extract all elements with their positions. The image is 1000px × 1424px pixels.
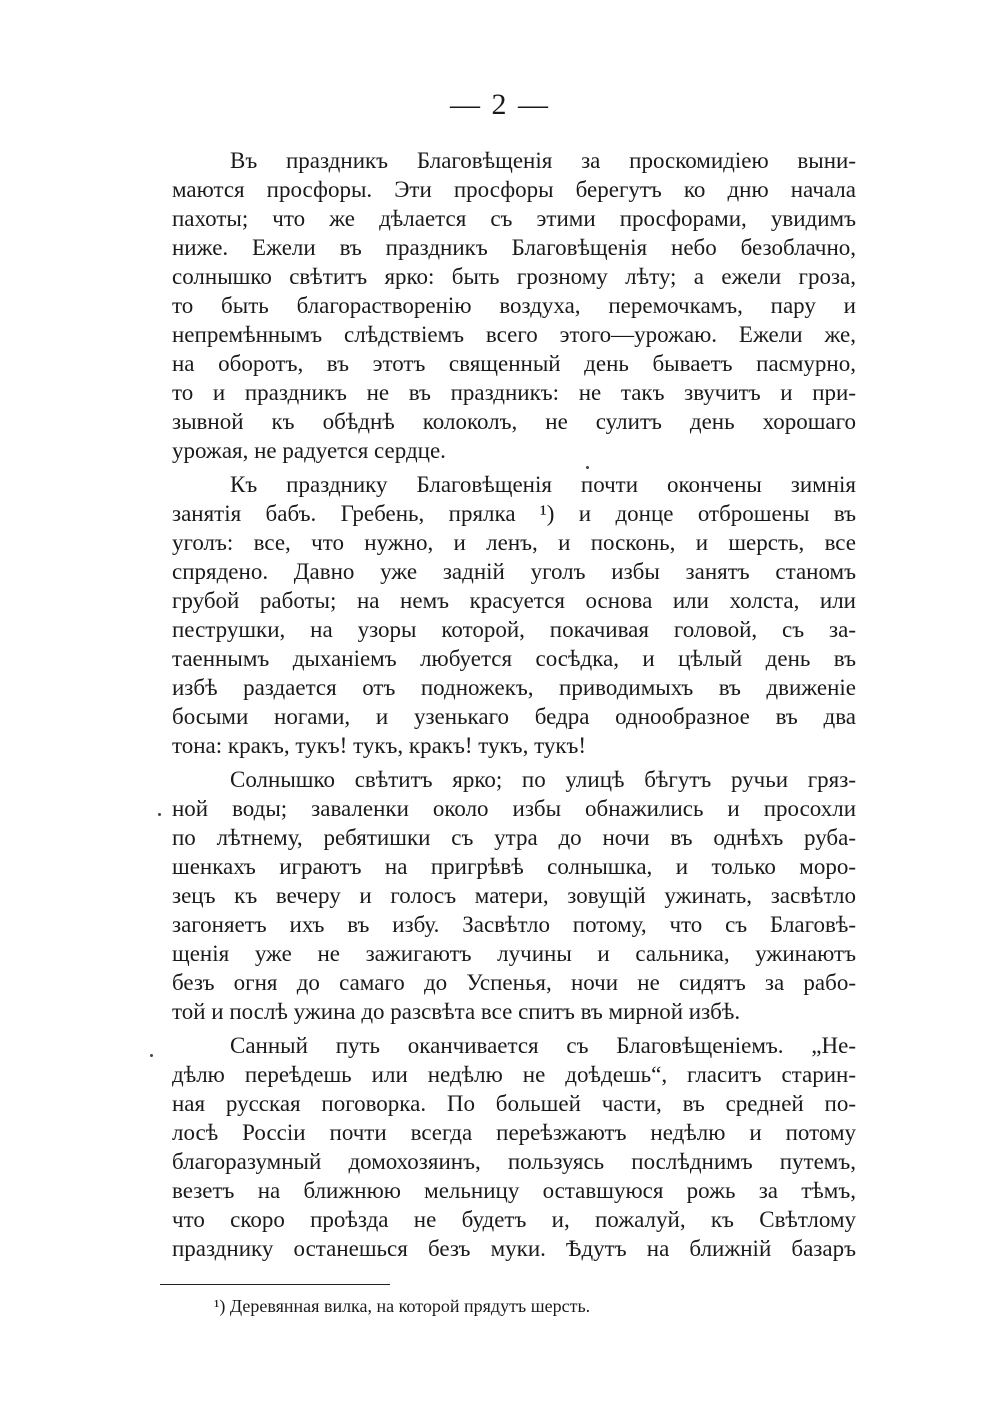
text-line: зецъ къ вечеру и голосъ матери, зовущій ужинать, засвѣтло — [172, 883, 856, 908]
text-line: Къ празднику Благовѣщенія почти окончены зимнія — [230, 472, 856, 497]
text-line: таеннымъ дыханіемъ любуется сосѣдка, и цѣлый день въ — [172, 646, 856, 671]
text-line: зывной къ обѣднѣ колоколъ, не сулитъ день хорошаго — [172, 409, 856, 434]
text-line: везетъ на ближнюю мельницу оставшуюся рожь за тѣмъ, — [172, 1178, 856, 1203]
text-line: пеструшки, на узоры которой, покачивая головой, съ за- — [172, 617, 856, 642]
text-line: пахоты; что же дѣлается съ этими просфорами, увидимъ — [172, 206, 856, 231]
body-text — [172, 146, 856, 1263]
text-line: Санный путь оканчивается съ Благовѣщеніемъ. „Не- — [230, 1033, 856, 1058]
text-line: лосѣ Россіи почти всегда переѣзжаютъ недѣлю и потому — [172, 1120, 856, 1145]
paragraph-3 — [172, 765, 856, 1026]
print-speck — [158, 813, 161, 816]
text-line: щенія уже не зажигаютъ лучины и сальника, ужинаютъ — [172, 941, 856, 966]
text-line: солнышко свѣтитъ ярко: быть грозному лѣту; а ежели гроза, — [172, 264, 856, 289]
text-line: на оборотъ, въ этотъ священный день бываетъ пасмурно, — [172, 351, 856, 376]
text-line: благоразумный домохозяинъ, пользуясь послѣднимъ путемъ, — [172, 1149, 856, 1174]
text-line: непремѣннымъ слѣдствіемъ всего этого—урожаю. Ежели же, — [172, 322, 856, 347]
text-line: ной воды; заваленки около избы обнажились и просохли — [172, 796, 856, 821]
text-line: празднику останешься безъ муки. Ѣдутъ на ближній базаръ — [172, 1236, 856, 1261]
text-line: уголъ: все, что нужно, и ленъ, и посконь, и шерсть, все — [172, 530, 856, 555]
text-line: спрядено. Давно уже заднiй уголъ избы занятъ станомъ — [172, 559, 856, 584]
text-line: безъ огня до самаго до Успенья, ночи не сидятъ за рабо- — [172, 970, 856, 995]
text-line: то и праздникъ не въ праздникъ: не такъ звучитъ и при- — [172, 380, 856, 405]
paragraph-4 — [172, 1031, 856, 1263]
text-line: ниже. Ежели въ праздникъ Благовѣщенія небо безоблачно, — [172, 235, 856, 260]
text-line: урожая, не радуется сердце. — [172, 438, 446, 463]
footnote-divider — [160, 1284, 390, 1285]
text-line: ная русская поговорка. По большей части, въ средней по- — [172, 1091, 856, 1116]
text-line: босыми ногами, и узенькаго бедра однообразное въ два — [172, 704, 856, 729]
text-line: дѣлю переѣдешь или недѣлю не доѣдешь“, гласитъ старин- — [172, 1062, 856, 1087]
text-line: шенкахъ играютъ на пригрѣвѣ солнышка, и только моро- — [172, 854, 856, 879]
paragraph-2 — [172, 470, 856, 760]
page-number: — 2 — — [450, 88, 550, 121]
print-speck — [150, 1054, 153, 1057]
print-speck — [586, 466, 589, 469]
text-line: грубой работы; на немъ красуется основа или холста, или — [172, 588, 856, 613]
text-line: загоняетъ ихъ въ избу. Засвѣтло потому, что съ Благовѣ- — [172, 912, 856, 937]
text-line: то быть благорастворенію воздуха, перемочкамъ, пару и — [172, 293, 856, 318]
paragraph-1 — [172, 146, 856, 465]
text-line: Солнышко свѣтитъ ярко; по улицѣ бѣгутъ ручьи гряз- — [230, 767, 856, 792]
text-line: что скоро проѣзда не будетъ и, пожалуй, къ Свѣтлому — [172, 1207, 856, 1232]
text-line: маются просфоры. Эти просфоры берегутъ ко дню начала — [172, 177, 856, 202]
text-line: той и послѣ ужина до разсвѣта все спитъ въ мирной избѣ. — [172, 999, 741, 1024]
text-line: занятія бабъ. Гребень, прялка ¹) и донце отброшены въ — [172, 501, 856, 526]
footnote: ¹) Деревянная вилка, на которой прядутъ шерсть. — [214, 1296, 591, 1316]
text-line: тона: кракъ, тукъ! тукъ, кракъ! тукъ, тукъ! — [172, 733, 587, 758]
text-line: Въ праздникъ Благовѣщенія за проскомидіею выни- — [230, 148, 856, 173]
text-line: избѣ раздается отъ подножекъ, приводимыхъ въ движеніе — [172, 675, 856, 700]
text-line: по лѣтнему, ребятишки съ утра до ночи въ однѣхъ руба- — [172, 825, 856, 850]
